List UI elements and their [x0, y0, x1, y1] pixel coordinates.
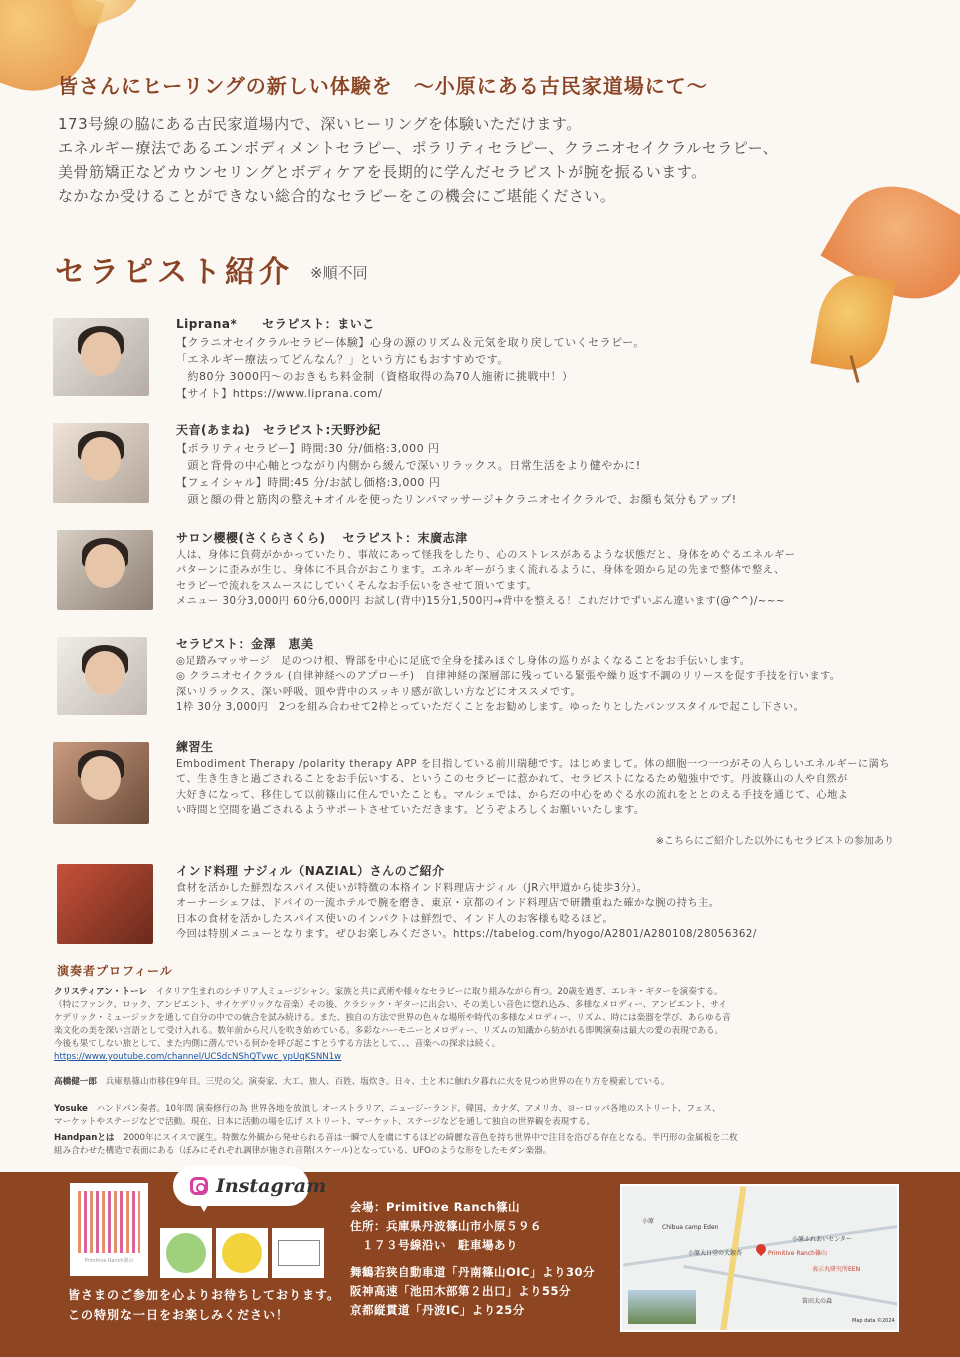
section-note: ※順不同 [310, 264, 368, 282]
therapist-entry [176, 316, 896, 402]
therapist-line: 頭と顔の骨と筋肉の整え+オイルを使ったリンパマッサージ+クラニオセイクラルで、お顔も気分もアップ! [176, 493, 737, 506]
venue-line: 住所：兵庫県丹波篠山市小原５９６ [350, 1219, 542, 1233]
therapist-name: Liprana* セラピスト：まいこ [176, 317, 375, 331]
access-line: 京都縦貫道「丹波IC」より25分 [350, 1303, 525, 1317]
therapist-line: セラピーで流れをスムースにしていくそんなお手伝いをさせて頂いてます。 [176, 580, 538, 592]
therapist-line: パターンに歪みが生じ、身体に不具合がおこります。エネルギーがうまく流れるように、身体を頭から足の先まで整体で整え、 [176, 565, 785, 576]
performer-line: 兵庫県篠山市移住9年目。三児の父。演奏家、大工、旅人、百姓、塩炊き。日々、土と木に触れ夕暮れに火を見つめ世界の在り方を模索している。 [96, 1077, 670, 1087]
performer-name: 高橋健一郎 [54, 1077, 97, 1087]
performer-profile [54, 1076, 904, 1089]
therapist-line: メニュー 30分3,000円 60分6,000円 お試し(背中)15分1,500円→背中を整える！これだけでずいぶん違います(@^^)/~~~ [176, 596, 785, 607]
therapist-line: 約80分 3000円～のおきもち料金制（資格取得の為70人施術に挑戦中！） [176, 370, 574, 383]
map-label: 小原 [642, 1218, 655, 1225]
performer-line: 2000年にスイスで誕生。特徴な外観から発せられる音は一瞬で人を虜にするほどの綺麗な音色を持ち世界中で注目を浴びる存在となる。半円形の金属板を二枚 [114, 1133, 738, 1143]
venue-line: １７３号線沿い 駐車場あり [350, 1238, 518, 1252]
venue-photo [628, 1290, 696, 1324]
performer-line: マーケットやステージなどで活動。現在、日本に活動の場を広げ ストリート、マーケット、ステージなどを通して独自の世界観を表現する。 [54, 1117, 596, 1127]
footer-message-line: 皆さまのご参加を心よりお待ちしております。 [68, 1288, 341, 1302]
therapist-line: 深いリラックス、深い呼吸、頭や背中のスッキリ感が欲しい方などにオススメです。 [176, 686, 582, 698]
therapist-line: 人は、身体に負荷がかかっていたり、事故にあって怪我をしたり、心のストレスがあるような状態だと、身体をめぐるエネルギー [176, 549, 796, 561]
map-label: 小原ふれあいセンター [792, 1236, 852, 1243]
therapist-name: 練習生 [176, 740, 214, 754]
footer-message-line: この特別な一日をお楽しみください！ [68, 1308, 290, 1322]
performer-line: 今後も果てしない旅として、また内側に潜んでいる何かを呼び起こすとうする方法として、、、音楽への探求は続く。 [54, 1039, 501, 1049]
performer-name: Yosuke [54, 1104, 88, 1114]
map-label: 表示丸研究所EEN [812, 1266, 861, 1273]
intro-text [58, 112, 778, 208]
therapist-name: セラピスト：金澤 恵美 [176, 637, 314, 651]
therapist-line: ◎ クラニオセイクラル (自律神経へのアプローチ) 自律神経の深層部に残っている緊張や繰り返す不調のリリースを促す手技を行います。 [176, 671, 841, 682]
therapist-line: Embodiment Therapy /polarity therapy APP を目指している前川瑞穂です。はじめまして。体の細胞一つ一つがその人らしいエネルギーに満ち [176, 758, 890, 770]
therapist-photo [53, 318, 149, 396]
intro-line: エネルギー療法であるエンボディメントセラピー、ポラリティセラピー、クラニオセイクラルセラピー、 [58, 139, 779, 157]
location-map[interactable] [620, 1184, 899, 1332]
map-label: Chibua camp Eden [662, 1224, 719, 1231]
therapist-line: 1枠 30分 3,000円 2つを組み合わせて2枠とっていただくことをお勧めします。ゆったりとしたパンツスタイルで起こし下さい。 [176, 702, 805, 713]
therapist-name: サロン櫻櫻(さくらさくら) セラピスト：末廣志津 [176, 531, 468, 545]
therapist-line: 「エネルギー療法ってどんなん？」という方にもおすすめです。 [176, 353, 509, 366]
bubble-tail [196, 1198, 212, 1212]
therapist-link[interactable]: 【サイト】https://www.liprana.com/ [176, 387, 383, 400]
performer-line: ハンドパン奏者。10年間 演奏修行の為 世界各地を放浪し オーストラリア、ニュージーランド、韓国、カナダ、アメリカ、ヨーロッパ各地のストリート、フェス、 [87, 1104, 721, 1114]
venue-info [350, 1198, 595, 1320]
therapist-photo [53, 742, 149, 824]
handpan-description [54, 1132, 904, 1158]
performer-profile [54, 986, 904, 1064]
intro-line: なかなか受けることができない総合的なセラピーをこの機会にご堪能ください。 [58, 187, 616, 205]
footer-message [68, 1285, 340, 1325]
performer-line: （特にファンク、ロック、アンビエント、サイケデリックな音楽）その後、クラシック・ギターに出会い、その美しい音色に惚れ込み、多様なメロディー、アンビエント、サイ [54, 1000, 727, 1010]
performer-line: イタリア生まれのシチリア人ミュージシャン。家族と共に武術や様々なセラピーに取り組みながら育つ。20歳を過ぎ、エレキ・ギターを演奏する。 [146, 987, 723, 997]
partner-logo [216, 1228, 268, 1278]
section-title: セラピスト紹介 [55, 255, 293, 290]
map-attribution: Map data ©2024 [852, 1318, 895, 1324]
performer-line: 組み合わせた構造で表面にある（ぼみにそれぞれ調律が施され音階(スケール)となっている、UFOのような形をしたモダン楽器。 [54, 1146, 552, 1156]
performer-line: 楽文化の美を深い言語として受け入れる。数年前から尺八を吹き始めている。多彩なハーモニーとメロディー、リズムの知識から紡がれる即興演奏は最大の愛の表現である。 [54, 1026, 724, 1036]
instagram-icon[interactable] [190, 1177, 208, 1195]
qr-pattern [78, 1191, 140, 1253]
restaurant-line: 食材を活かした鮮烈なスパイス使いが特徴の本格インド料理店ナジィル（JR六甲道から徒歩3分）。 [176, 882, 648, 894]
additional-therapists-note: ※こちらにご紹介した以外にもセラピストの参加あり [655, 836, 894, 847]
performers-title: 演奏者プロフィール [57, 964, 173, 978]
performer-line: ケデリック・ミュージックを通して自分の中での統合を試み続ける。また、独自の方法で世界の色々な場所や時代の多様なメロディー、リズム、時には楽器を学び、あらゆる音 [54, 1013, 731, 1023]
instagram-label[interactable]: Instagram [216, 1175, 327, 1197]
handpan-title: Handpanとは [54, 1133, 115, 1143]
therapist-line: ◎足踏みマッサージ 足のつけ根、臀部を中心に足底で全身を揉みほぐし身体の巡りがよくなることをお手伝いします。 [176, 655, 751, 667]
partner-logo [160, 1228, 212, 1278]
map-label: 小原大日堂の大銀杏 [688, 1250, 743, 1257]
therapist-photo [57, 637, 147, 715]
qr-code[interactable] [70, 1183, 148, 1276]
performer-profile [54, 1103, 904, 1129]
map-label: 笛田太の森 [802, 1298, 833, 1305]
therapist-line: 【フェイシャル】時間:45 分/お試し価格:3,000 円 [176, 476, 441, 489]
therapist-line: い時間と空間を過ごされるようサポートさせていただきます。どうぞよろしくお願いいたします。 [176, 805, 645, 816]
restaurant-entry [176, 864, 896, 943]
restaurant-line: 日本の食材を活かしたスパイス使いのインパクトは鮮烈で、インド人のお客様も唸るほど。 [176, 913, 614, 925]
therapist-line: て、生き生きと過ごされることをお手伝いする、というこのセラピーに惹かれて、セラピストになるため勉強中です。丹波篠山の人や自然が [176, 774, 848, 785]
youtube-link[interactable]: https://www.youtube.com/channel/UCSdcNShQTvwc_ypUqKSNN1w [54, 1052, 342, 1062]
therapist-entry [176, 637, 896, 716]
therapist-line: 【クラニオセイクラルセラピー体験】心身の源のリズム＆元気を取り戻していくセラピー。 [176, 336, 645, 349]
therapist-entry [176, 531, 896, 610]
map-highway [720, 1186, 747, 1332]
therapist-photo [57, 530, 153, 610]
performer-name: クリスティアン・トーレ [54, 987, 147, 997]
therapist-photo [53, 423, 149, 503]
intro-line: 173号線の脇にある古民家道場内で、深いヒーリングを体験いただけます。 [58, 115, 582, 133]
food-photo [57, 864, 153, 944]
restaurant-line[interactable]: 今回は特別メニューとなります。ぜひお楽しみください。https://tabelog.com/hyogo/A2801/A280108/28056362/ [176, 929, 757, 940]
qr-caption: Primitive Ranch篠山 [84, 1258, 134, 1264]
map-road [683, 1265, 899, 1306]
headline: 皆さんにヒーリングの新しい体験を ～小原にある古民家道場にて～ [58, 74, 708, 98]
therapist-line: 大好きになって、移住して以前篠山に住んでいたことも。マルシェでは、からだの中心をめぐる水の流れをととのえる手技を通じて、心地よ [176, 789, 849, 801]
intro-line: 美骨筋矯正などカウンセリングとボディケアを長期的に学んだセラピストが腕を振るいます。 [58, 163, 707, 181]
therapist-name: 天音(あまね) セラピスト:天野沙紀 [176, 423, 381, 437]
venue-line: 会場：Primitive Ranch篠山 [350, 1200, 521, 1214]
access-line: 舞鶴若狭自動車道「丹南篠山OIC」より30分 [350, 1265, 595, 1279]
restaurant-name: インド料理 ナジィル（NAZIAL）さんのご紹介 [176, 864, 445, 878]
therapist-line: 【ポラリティセラピー】時間:30 分/価格:3,000 円 [176, 442, 440, 455]
restaurant-line: オーナーシェフは、ドバイの一流ホテルで腕を磨き、東京・京都のインド料理店で研鑽重ねた確かな腕の持ち主。 [176, 898, 720, 909]
map-label: Primitive Ranch篠山 [768, 1250, 827, 1257]
therapist-entry [176, 740, 896, 819]
partner-logo [272, 1228, 324, 1278]
access-line: 阪神高速「池田木部第２出口」より55分 [350, 1284, 572, 1298]
therapist-entry [176, 422, 896, 508]
therapist-line: 頭と背骨の中心軸とつながり内側から緩んで深いリラックス。日常生活をより健やかに! [176, 459, 641, 472]
